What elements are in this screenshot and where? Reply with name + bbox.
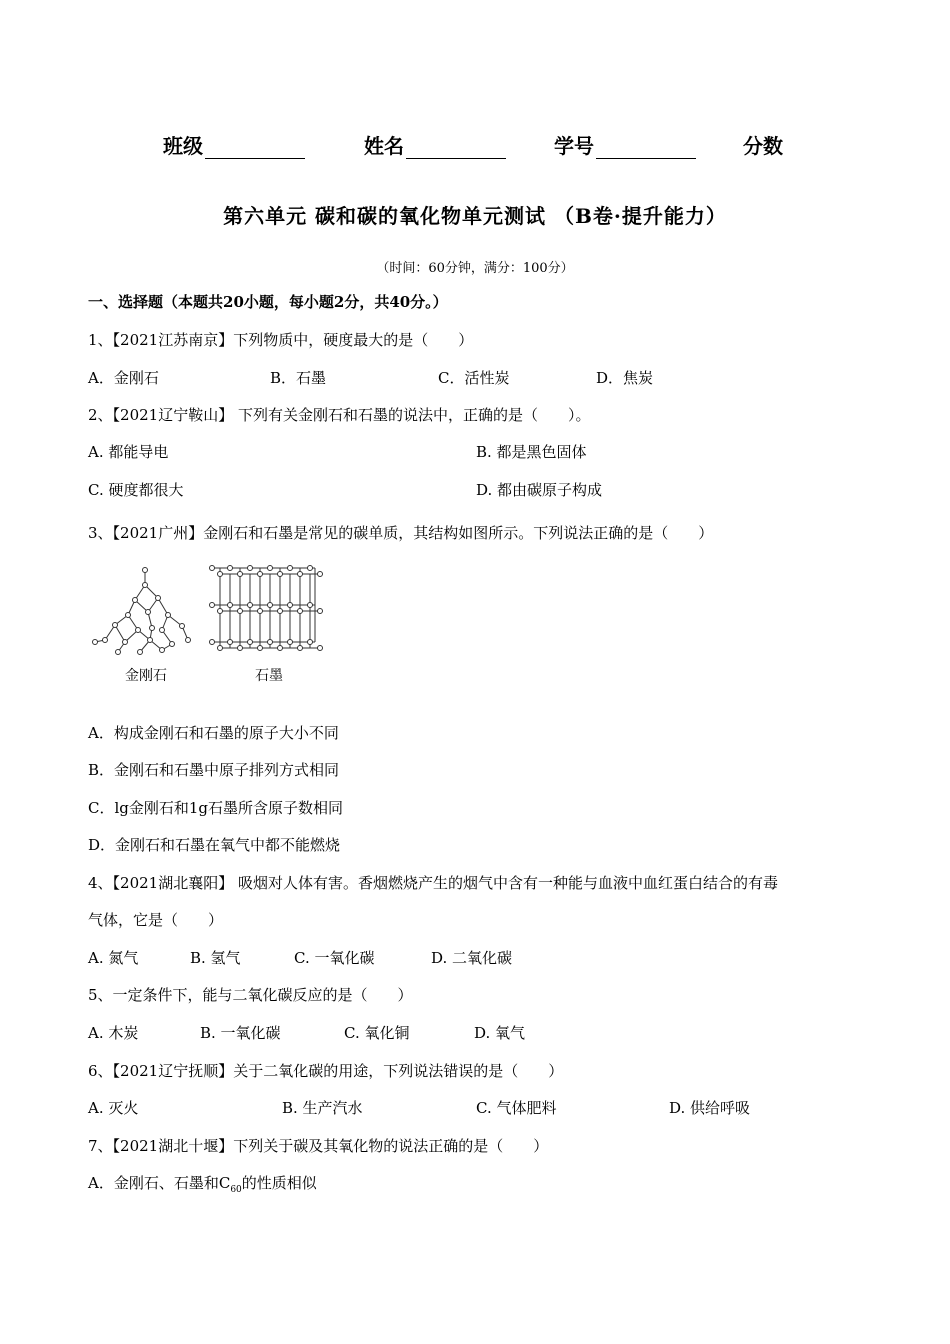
q3-option-a[interactable]: A．构成金刚石和石墨的原子大小不同 — [88, 724, 339, 742]
q7-option-a[interactable] — [88, 1173, 317, 1200]
question-4-stem: 4、【2021湖北襄阳】 吸烟对人体有害。香烟燃烧产生的烟气中含有一种能与血液中血红蛋白结合的有毒 — [88, 874, 778, 892]
question-5-stem: 5、一定条件下，能与二氧化碳反应的是（ ） — [88, 986, 413, 1004]
class-blank[interactable] — [205, 136, 305, 159]
q3-option-c[interactable]: C．lg金刚石和1g石墨所含原子数相同 — [88, 799, 344, 817]
q4-option-c[interactable]: C. 一氧化碳 — [294, 949, 375, 967]
q1-option-a[interactable]: A．金刚石 — [88, 369, 159, 387]
name-blank[interactable] — [406, 136, 506, 159]
q6-option-d[interactable]: D. 供给呼吸 — [669, 1099, 751, 1117]
carbon-structure-figure — [90, 560, 330, 690]
q7-option-a-subscript: 60 — [230, 1185, 242, 1195]
q2-option-a[interactable]: A. 都能导电 — [88, 443, 169, 461]
q1-option-b[interactable]: B．石墨 — [270, 369, 327, 387]
id-label: 学号 — [554, 134, 594, 158]
question-3-stem: 3、【2021广州】金刚石和石墨是常见的碳单质，其结构如图所示。下列说法正确的是（ ） — [88, 524, 714, 542]
q2-option-c[interactable]: C. 硬度都很大 — [88, 481, 184, 499]
score-field — [743, 130, 783, 159]
name-field[interactable] — [364, 130, 506, 159]
q1-option-c[interactable]: C．活性炭 — [438, 369, 510, 387]
q7-option-a-prefix: A．金刚石、石墨和C — [88, 1174, 231, 1192]
q2-option-d[interactable]: D. 都由碳原子构成 — [476, 481, 603, 499]
q6-option-b[interactable]: B. 生产汽水 — [282, 1099, 363, 1117]
question-6-stem: 6、【2021辽宁抚顺】关于二氧化碳的用途，下列说法错误的是（ ） — [88, 1062, 564, 1080]
id-field[interactable] — [554, 130, 696, 159]
q4-option-b[interactable]: B. 氢气 — [190, 949, 241, 967]
q5-option-c[interactable]: C. 氧化铜 — [344, 1024, 410, 1042]
q4-option-d[interactable]: D. 二氧化碳 — [431, 949, 513, 967]
diamond-structure — [95, 570, 188, 652]
score-label: 分数 — [743, 134, 783, 158]
graphite-atoms — [210, 566, 323, 651]
question-4-stem-cont: 气体，它是（ ） — [88, 911, 224, 929]
section-heading: 一、选择题（本题共20小题，每小题2分，共40分。） — [88, 293, 448, 311]
q5-option-b[interactable]: B. 一氧化碳 — [200, 1024, 281, 1042]
q6-option-c[interactable]: C. 气体肥料 — [476, 1099, 557, 1117]
structure-diagram — [90, 560, 330, 665]
graphite-label: 石墨 — [255, 668, 283, 684]
q1-option-d[interactable]: D．焦炭 — [596, 369, 654, 387]
page-subtitle: （时间：60分钟，满分：100分） — [376, 261, 574, 276]
diamond-label: 金刚石 — [125, 668, 167, 684]
question-7-stem: 7、【2021湖北十堰】下列关于碳及其氧化物的说法正确的是（ ） — [88, 1137, 549, 1155]
graphite-structure — [212, 568, 320, 648]
question-1-stem: 1、【2021江苏南京】下列物质中，硬度最大的是（ ） — [88, 331, 474, 349]
diamond-atoms — [93, 568, 191, 655]
id-blank[interactable] — [596, 136, 696, 159]
q5-option-a[interactable]: A. 木炭 — [88, 1024, 139, 1042]
q4-option-a[interactable]: A. 氮气 — [88, 949, 139, 967]
q6-option-a[interactable]: A. 灭火 — [88, 1099, 139, 1117]
class-label: 班级 — [163, 134, 203, 158]
q7-option-a-suffix: 的性质相似 — [241, 1174, 317, 1192]
q3-option-d[interactable]: D．金刚石和石墨在氧气中都不能燃烧 — [88, 836, 341, 854]
q2-option-b[interactable]: B. 都是黑色固体 — [476, 443, 587, 461]
q3-option-b[interactable]: B．金刚石和石墨中原子排列方式相同 — [88, 761, 340, 779]
question-2-stem: 2、【2021辽宁鞍山】 下列有关金刚石和石墨的说法中，正确的是（ ）。 — [88, 406, 591, 424]
name-label: 姓名 — [364, 134, 404, 158]
class-field[interactable] — [163, 130, 305, 159]
page-title: 第六单元 碳和碳的氧化物单元测试 （B卷·提升能力） — [223, 204, 727, 228]
q5-option-d[interactable]: D. 氧气 — [474, 1024, 526, 1042]
